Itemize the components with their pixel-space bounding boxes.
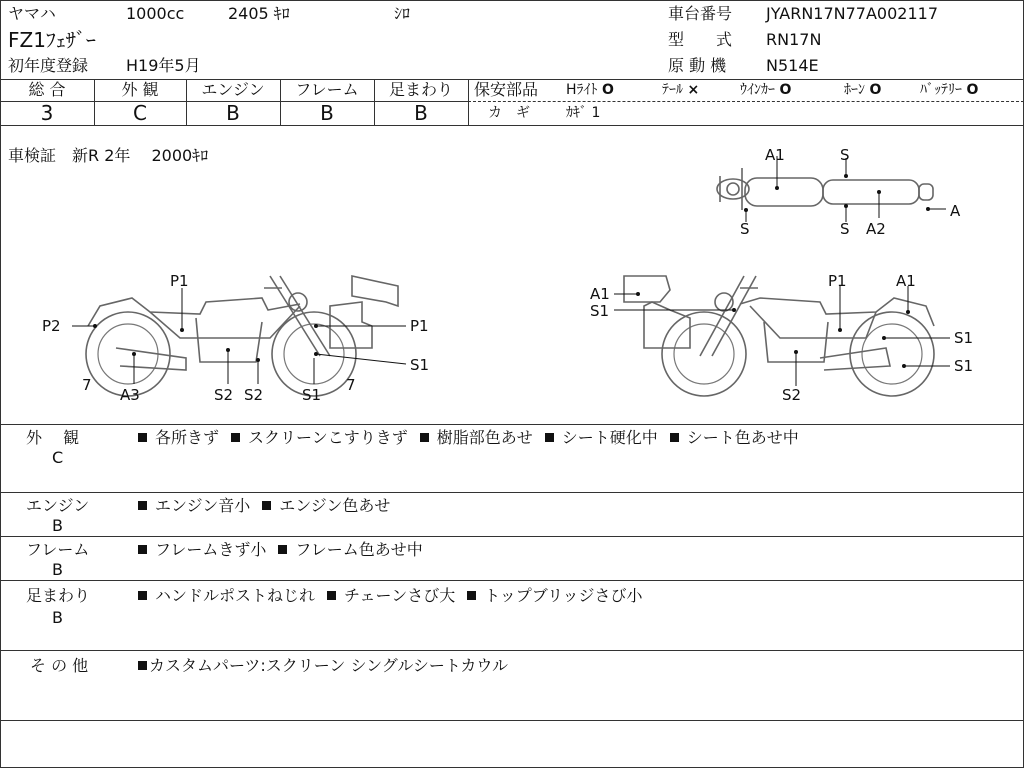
safety-taillight: ﾃｰﾙ × — [662, 82, 700, 98]
suspension-section-title: 足まわり — [26, 586, 91, 605]
safety-winker: ｳｲﾝｶｰ O — [740, 82, 792, 98]
safety-horn: ﾎｰﾝ O — [844, 82, 882, 98]
divider — [0, 424, 1024, 425]
safety-battery: ﾊﾞｯﾃﾘｰ O — [920, 82, 979, 98]
top-label-a: A — [950, 202, 961, 220]
divider — [0, 720, 1024, 721]
grade-suspension-label: 足まわり — [388, 80, 453, 99]
engine-section-grade: B — [52, 516, 63, 535]
model-name: FZ1ﾌｪｻﾞｰ — [8, 28, 96, 52]
grade-frame-value: B — [320, 101, 334, 125]
left-label-a3: A3 — [120, 386, 140, 404]
engine-notes — [138, 496, 402, 516]
right-side-bike — [624, 276, 934, 396]
left-label-s2: S2 — [244, 386, 264, 404]
suspension-section-grade: B — [52, 608, 63, 627]
note-item: フレーム色あせ中 — [278, 540, 422, 560]
left-label-p2: P2 — [42, 317, 61, 335]
left-label-p1: P1 — [410, 317, 429, 335]
displacement: 1000cc — [126, 4, 185, 23]
divider — [0, 580, 1024, 581]
right-label-s1: S1 — [590, 302, 610, 320]
note-item: シート硬化中 — [545, 428, 658, 448]
first-registration-label: 初年度登録 — [8, 56, 89, 75]
left-label-p1: P1 — [170, 272, 189, 290]
engine-section-title: エンジン — [26, 496, 90, 515]
exterior-section-grade: C — [52, 448, 64, 467]
battery-mark: O — [966, 82, 979, 98]
engine-model-label: 原 動 機 — [668, 56, 727, 75]
note-item: フレームきず小 — [138, 540, 266, 560]
exterior-section-title: 外 観 — [26, 428, 80, 447]
right-label-s1: S1 — [954, 329, 974, 347]
other-section-title: そ の 他 — [30, 656, 89, 675]
top-label-a2: A2 — [866, 220, 886, 238]
safety-headlight: Hﾗｲﾄ O — [566, 82, 614, 98]
note-item: エンジン色あせ — [262, 496, 390, 516]
left-label-7: 7 — [346, 376, 356, 394]
taillight-mark: × — [687, 82, 700, 98]
right-label-s1: S1 — [954, 357, 974, 375]
exterior-notes — [138, 428, 811, 448]
top-label-s: S — [840, 146, 850, 164]
divider — [468, 79, 469, 125]
frame-number-value: JYARN17N77A002117 — [766, 4, 938, 23]
headlight-mark: O — [601, 82, 614, 98]
note-item: スクリーンこすりきず — [231, 428, 408, 448]
key-label: カ ギ — [488, 105, 530, 121]
divider — [0, 650, 1024, 651]
model-type-label: 型 式 — [668, 30, 733, 49]
left-label-s1: S1 — [302, 386, 322, 404]
frame-number-label: 車台番号 — [668, 4, 733, 23]
suspension-notes — [138, 586, 654, 606]
top-label-s: S — [740, 220, 750, 238]
grade-overall-value: 3 — [40, 101, 54, 125]
damage-diagram — [0, 126, 1024, 424]
grade-suspension-value: B — [414, 101, 428, 125]
key-value: ｶｷﾞ 1 — [566, 105, 601, 121]
first-registration-value: H19年5月 — [126, 56, 201, 75]
top-view-bike — [717, 168, 933, 210]
divider — [0, 492, 1024, 493]
grade-engine-label: エンジン — [201, 80, 265, 99]
grade-exterior-label: 外 観 — [121, 80, 159, 99]
right-label-s2: S2 — [782, 386, 802, 404]
frame-section-grade: B — [52, 560, 63, 579]
engine-model-value: N514E — [766, 56, 819, 75]
maker: ヤマハ — [8, 4, 56, 23]
top-label-s: S — [840, 220, 850, 238]
note-item: 樹脂部色あせ — [420, 428, 533, 448]
horn-mark: O — [869, 82, 882, 98]
grade-engine-value: B — [226, 101, 240, 125]
safety-parts-label: 保安部品 — [474, 80, 539, 99]
note-item: トップブリッジさび小 — [467, 586, 642, 606]
note-item: カスタムパーツ:スクリーン シングルシートカウル — [138, 656, 508, 676]
note-item: シート色あせ中 — [670, 428, 799, 448]
divider — [0, 536, 1024, 537]
note-item: ハンドルポストねじれ — [138, 586, 315, 606]
left-label-s1: S1 — [410, 356, 430, 374]
right-label-a1: A1 — [896, 272, 916, 290]
winker-mark: O — [779, 82, 792, 98]
color: ｼﾛ — [394, 4, 411, 23]
right-label-p1: P1 — [828, 272, 847, 290]
divider — [468, 101, 1024, 102]
left-label-7: 7 — [82, 376, 92, 394]
inspection-info: 車検証 新R 2年 2000ｷﾛ — [8, 146, 209, 165]
top-label-a1: A1 — [765, 146, 785, 164]
mileage: 2405 ｷﾛ — [228, 4, 290, 23]
note-item: エンジン音小 — [138, 496, 250, 516]
right-label-a1: A1 — [590, 285, 610, 303]
model-type-value: RN17N — [766, 30, 822, 49]
grade-overall-label: 総 合 — [28, 80, 66, 99]
frame-section-title: フレーム — [26, 540, 90, 559]
other-notes — [138, 656, 520, 676]
note-item: 各所きず — [138, 428, 219, 448]
grade-exterior-value: C — [133, 101, 147, 125]
note-item: チェーンさび大 — [327, 586, 455, 606]
grade-frame-label: フレーム — [295, 80, 359, 99]
left-label-s2: S2 — [214, 386, 234, 404]
frame-notes — [138, 540, 435, 560]
